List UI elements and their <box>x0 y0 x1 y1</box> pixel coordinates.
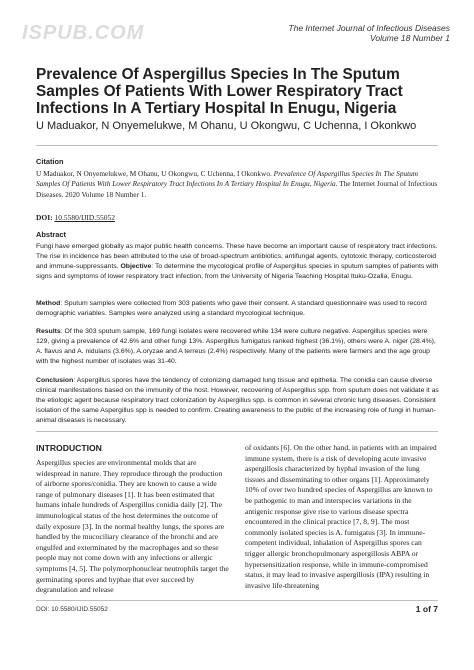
site-logo[interactable]: ISPUB.COM <box>22 22 145 44</box>
abstract-background <box>36 242 439 282</box>
abstract-heading: Abstract <box>36 230 66 239</box>
journal-volume: Volume 18 Number 1 <box>369 33 450 43</box>
divider <box>36 145 438 146</box>
introduction-heading: INTRODUCTION <box>36 443 102 453</box>
journal-name: The Internet Journal of Infectious Diseases <box>288 23 450 33</box>
page-header <box>0 0 474 48</box>
conclusion-text: : Aspergillus spores have the tendency of colonizing damaged lung tissue and epithelia. The conidia can cause diverse clinical manifestations based on the immunity of the host. However, recovering of Aspergillus spp. from sputum does not validate it as the etiologic agent because respiratory tract colonization by Aspergillus spp. is common in several chronic lung diseases. Consistent isolation of the same Aspergillus spp is needed to confirm. Creating awareness to the public of the increasing role of fungi in human-animal diseases is necessary. <box>36 377 439 424</box>
results-label: Results <box>36 328 61 335</box>
conclusion-label: Conclusion <box>36 377 74 384</box>
divider <box>36 431 438 432</box>
article-title: Prevalence Of Aspergillus Species In The Sputum Samples Of Patients With Lower Respiratory Tract Infections In A Tertiary Hospital In Enugu, Nigeria <box>36 66 403 117</box>
results-text: : Of the 303 sputum sample, 169 fungi isolates were recovered while 134 were culture negative. Aspergillus species were 129, giving a prevalence of 42.6% and other fungi 13%. Aspergillus fumigatus ranked highest (36.1%), others were A. niger (28.4%), A. flavus and A. nidulans (3.6%), A.oryzae and A terreus (2.4%) respectively. Many of the patients were farmers and the age group with the highest number of isolates was 31-40. <box>36 328 436 365</box>
citation-source: . The Internet Journal of Infectious Diseases. 2020 Volume 18 Number 1. <box>36 179 438 199</box>
article-authors: U Maduakor, N Onyemelukwe, M Ohanu, U Okongwu, C Uchenna, I Okonkwo <box>36 120 417 132</box>
abstract-conclusion <box>36 376 439 426</box>
method-label: Method <box>36 300 61 307</box>
introduction-right-column: of oxidants [6]. On the other hand, in patients with an impaired immune system, there is a risk of developing acute invasive aspergillosis characterized by hyphal invasion of the lung tissues and disseminating to other organs [1]. Approximately 10% of over two hundred species of Aspergillus are known to be pathogenic to man and interspecies variations in the antigenic response give rise to various disease spectra encountered in the clinical practice [7, 8, 9]. The most commonly isolated species is A. fumigatus [3]. In immune-competent individual, inhalation of Aspergillus spores can trigger allergic bronchopulmonary aspergillosis ABPA or hypersensitization response, while in immune-compromised status, it may lead to invasive aspergillosis (IPA) resulting in invasive life-threatening <box>245 443 437 590</box>
objective-text: : To determine the mycological profile of Aspergillus species in sputum samples of patients with signs and symptoms of lower respiratory tract infection, from the University of Nigeria Teaching Hospital Ituku-Ozalla, Enugu. <box>36 262 439 280</box>
objective-label: Objective <box>120 262 152 270</box>
abstract-method <box>36 299 439 319</box>
abstract-intro-text: Fungi have emerged globally as major public health concerns. These have become an important cause of respiratory tract infections. The rise in incidence has been attributed to the use of broad-spectrum antibiotics, antifungal agents, cytotoxic therapy, corticosteroid and immune-suppressants. <box>36 243 438 270</box>
doi-label: DOI: <box>36 213 53 222</box>
citation-authors: U Maduakor, N Onyemelukwe, M Ohanu, U Okongwu, C Uchenna, I Okonkwo. <box>36 169 274 178</box>
citation-text <box>36 169 438 200</box>
abstract-results <box>36 327 439 367</box>
doi-line <box>36 213 115 222</box>
method-text: : Sputum samples were collected from 303 patients who gave their consent. A standard questionnaire was used to record demographic variables. Samples were analyzed using a standard mycological technique. <box>36 300 427 317</box>
footer-doi: DOI: 10.5580/IJID.55052 <box>36 606 108 613</box>
journal-info <box>288 23 450 43</box>
introduction-left-column: Aspergillus species are environmental molds that are widespread in nature. They reproduce through the production of airborne spores/conidia. They are known to cause a wide range of pulmonary diseases [1]. It has been estimated that humans inhale hundreds of Aspergillus conidia daily [2]. The immunological status of the host determines the outcome of daily exposure [3]. In the normal healthy lungs, the spores are handled by the mucociliary clearance of the bronchi and are engulfed and exterminated by the macrophages and so these people may not come down with any infections or allergic symptoms [4, 5]. The polymorphonuclear neutrophils target the germinating spores and hyphae that ever succeed by degranulation and release <box>36 458 229 595</box>
footer-divider <box>36 600 438 601</box>
doi-link[interactable]: 10.5580/IJID.55052 <box>54 213 115 222</box>
page-number: 1 of 7 <box>415 604 438 614</box>
citation-title: Prevalence Of Aspergillus Species In The Sputum Samples Of Patients With Lower Respiratory Tract Infections In A Tertiary Hospital In Enugu, Nigeria <box>36 169 419 189</box>
citation-heading: Citation <box>36 157 64 166</box>
